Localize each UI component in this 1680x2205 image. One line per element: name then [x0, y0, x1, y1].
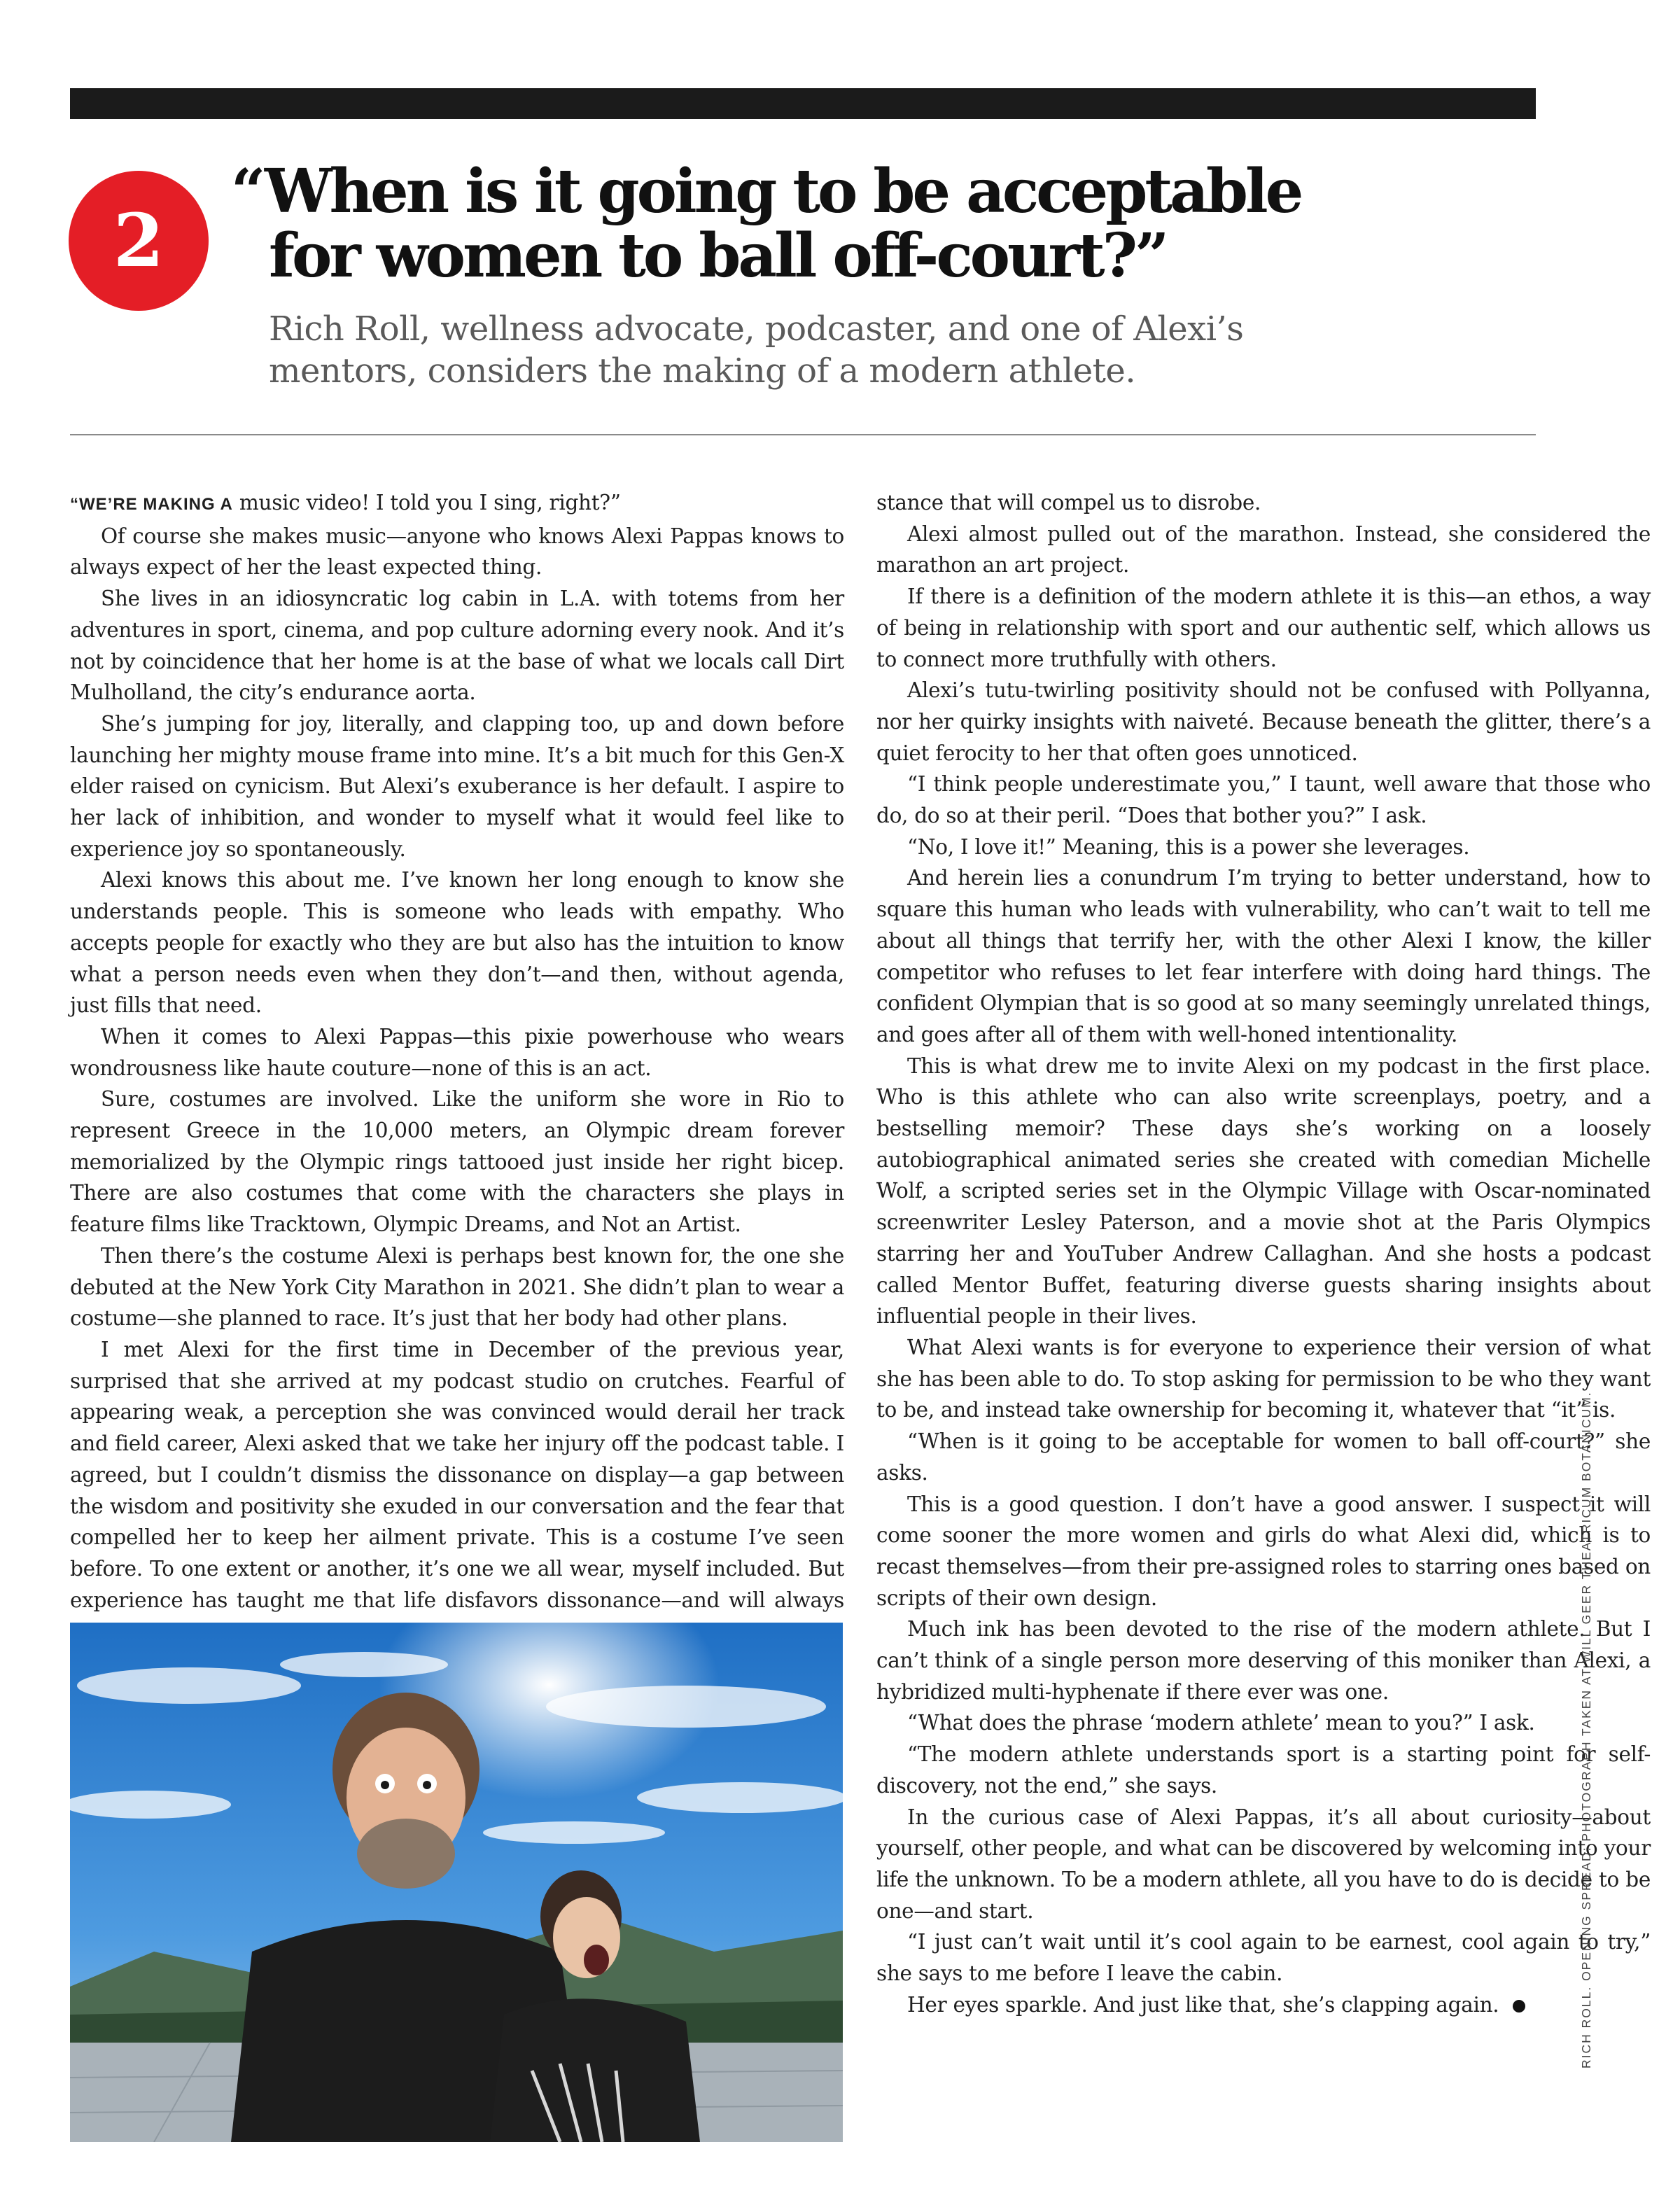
paragraph: She’s jumping for joy, literally, and clapping too, up and down before launching her mighty mouse frame into mine. It’s a bit much for this Gen-X elder raised on cynicism. But Alexi’s exuberance is her default. I aspire to her lack of inhibition, and wonder to myself what it would feel like to experience joy so spontaneously. — [70, 711, 844, 861]
paragraph: stance that will compel us to disrobe. — [876, 491, 1261, 514]
paragraph: “When is it going to be acceptable for women to ball off-court?” she asks. — [876, 1429, 1651, 1485]
end-mark-icon — [1513, 2000, 1525, 2012]
paragraph: If there is a definition of the modern athlete it is this—an ethos, a way of being in relationship with sport and our authentic self, which allows us to connect more truthfully with others. — [876, 584, 1651, 671]
section-top-bar — [70, 88, 1536, 119]
article-photo — [70, 1623, 843, 2142]
paragraph: She lives in an idiosyncratic log cabin in L.A. with totems from her adventures in sport, cinema, and pop culture adorning every nook. And it’s not by coincidence that her home is at the base of what we locals call Dirt Mulholland, the city’s endurance aorta. — [70, 587, 844, 705]
paragraph-text: music video! I told you I sing, right?” — [232, 491, 621, 514]
paragraph: This is what drew me to invite Alexi on my podcast in the first place. Who is this athlete who can also write screenplays, poetry, and a bestselling memoir? These days she’s working on a loosely autobiographical animated series she created with comedian Michelle Wolf, a scripted series set in the Olympic Village with Oscar-nominated screenwriter Lesley Paterson, and a movie shot at the Paris Olympics starring her and YouTuber Andrew Callaghan. And she hosts a podcast called Mentor Buffet, featuring diverse guests sharing insights about influential people in their lives. — [876, 1054, 1651, 1329]
paragraph: “What does the phrase ‘modern athlete’ mean to you?” I ask. — [907, 1711, 1535, 1735]
headline — [231, 156, 1323, 291]
paragraph: I met Alexi for the first time in December of the previous year, surprised that she arrived at my podcast studio on crutches. Fearful of appearing weak, a perception she was convinced would derail her track and field career, Alexi asked that we take her injury off the podcast table. I agreed, but I couldn’t dismiss the dissonance on display—a gap between the wisdom and positivity she exuded in our conversation and the fear that compelled her to keep her ailment private. This is a costume I’ve seen before. To one extent or another, it’s one we all wear, myself included. But experience has taught me that life disfavors dissonance—and will always — [70, 1337, 844, 1612]
paragraph: What Alexi wants is for everyone to experience their version of what she has been able to do. To stop asking for permission to be who they want to be, and instead take ownership for becoming it, whatever that “it” is. — [876, 1335, 1651, 1422]
paragraph: In the curious case of Alexi Pappas, it’s all about curiosity—about yourself, other people, and what can be discovered by welcoming into your life the unknown. To be a modern athlete, all you have to do is decide to be one—and start. — [876, 1805, 1651, 1923]
paragraph: This is a good question. I don’t have a good answer. I suspect it will come sooner the more women and girls do what Alexi did, which is to recast themselves—from their pre-assigned roles to starring ones based on scripts of their own design. — [876, 1492, 1651, 1610]
paragraph: Much ink has been devoted to the rise of the modern athlete. But I can’t think of a single person more deserving of this moniker than Alexi, a hybridized multi-hyphenate if there ever was one. — [876, 1617, 1651, 1704]
paragraph — [70, 487, 844, 521]
lead-in: “WE’RE MAKING A — [70, 495, 233, 514]
paragraph: Sure, costumes are involved. Like the uniform she wore in Rio to represent Greece in the 10,000 meters, an Olympic dream forever memorialized by the Olympic rings tattooed just inside her right bicep. There are also costumes that come with the characters she plays in feature films like Tracktown, Olympic Dreams, and Not an Artist. — [70, 1087, 844, 1237]
paragraph — [876, 1989, 1651, 2021]
photo-credit: RICH ROLL. OPENING SPREAD: PHOTOGRAPH TAKEN AT WILL GEER THEATRICUM BOTANICUM. — [1579, 1391, 1593, 2068]
left-column — [70, 487, 844, 1647]
paragraph: When it comes to Alexi Pappas—this pixie powerhouse who wears wondrousness like haute couture—none of this is an act. — [70, 1024, 844, 1080]
paragraph: Of course she makes music—anyone who knows Alexi Pappas knows to always expect of her the least expected thing. — [70, 524, 844, 580]
paragraph: “I think people underestimate you,” I taunt, well aware that those who do, do so at their peril. “Does that bother you?” I ask. — [876, 772, 1651, 828]
section-number-badge — [69, 171, 209, 311]
paragraph: Then there’s the costume Alexi is perhaps best known for, the one she debuted at the New York City Marathon in 2021. She didn’t plan to wear a costume—she planned to race. It’s just that her body had other plans. — [70, 1243, 844, 1331]
dek-subtitle: Rich Roll, wellness advocate, podcaster, and one of Alexi’s mentors, considers the making of a modern athlete. — [269, 309, 1244, 391]
paragraph: Alexi’s tutu-twirling positivity should not be confused with Pollyanna, nor her quirky insights with naiveté. Because beneath the glitter, there’s a quiet ferocity to her that often goes unnoticed. — [876, 678, 1651, 765]
paragraph-text: Her eyes sparkle. And just like that, she’s clapping again. — [907, 1992, 1499, 2017]
paragraph: “The modern athlete understands sport is a starting point for self-discovery, not the end,” she says. — [876, 1742, 1651, 1798]
section-number: 2 — [113, 197, 164, 284]
right-column — [876, 487, 1651, 2020]
paragraph: “I just can’t wait until it’s cool again to be earnest, cool again to try,” she says to me before I leave the cabin. — [876, 1930, 1651, 1986]
paragraph: “No, I love it!” Meaning, this is a power she leverages. — [907, 834, 1470, 859]
paragraph: Alexi almost pulled out of the marathon. Instead, she considered the marathon an art project. — [876, 522, 1651, 578]
paragraph: And herein lies a conundrum I’m trying to better understand, how to square this human who leads with vulnerability, who can’t wait to tell me about all things that terrify her, with the other Alexi I know, the killer competitor who refuses to let fear interfere with doing hard things. The confident Olympian that is so good at so many seemingly unrelated things, and goes after all of them with well-honed intentionality. — [876, 866, 1651, 1046]
headline-line-2: for women to ball off-court?” — [269, 220, 1167, 291]
headline-line-1: “When is it going to be acceptable — [231, 156, 1301, 227]
paragraph: Alexi knows this about me. I’ve known her long enough to know she understands people. This is someone who leads with empathy. Who accepts people for exactly who they are but also has the intuition to know what a person needs even when they don’t—and then, without agenda, just fills that need. — [70, 868, 844, 1018]
header-divider — [70, 434, 1536, 435]
